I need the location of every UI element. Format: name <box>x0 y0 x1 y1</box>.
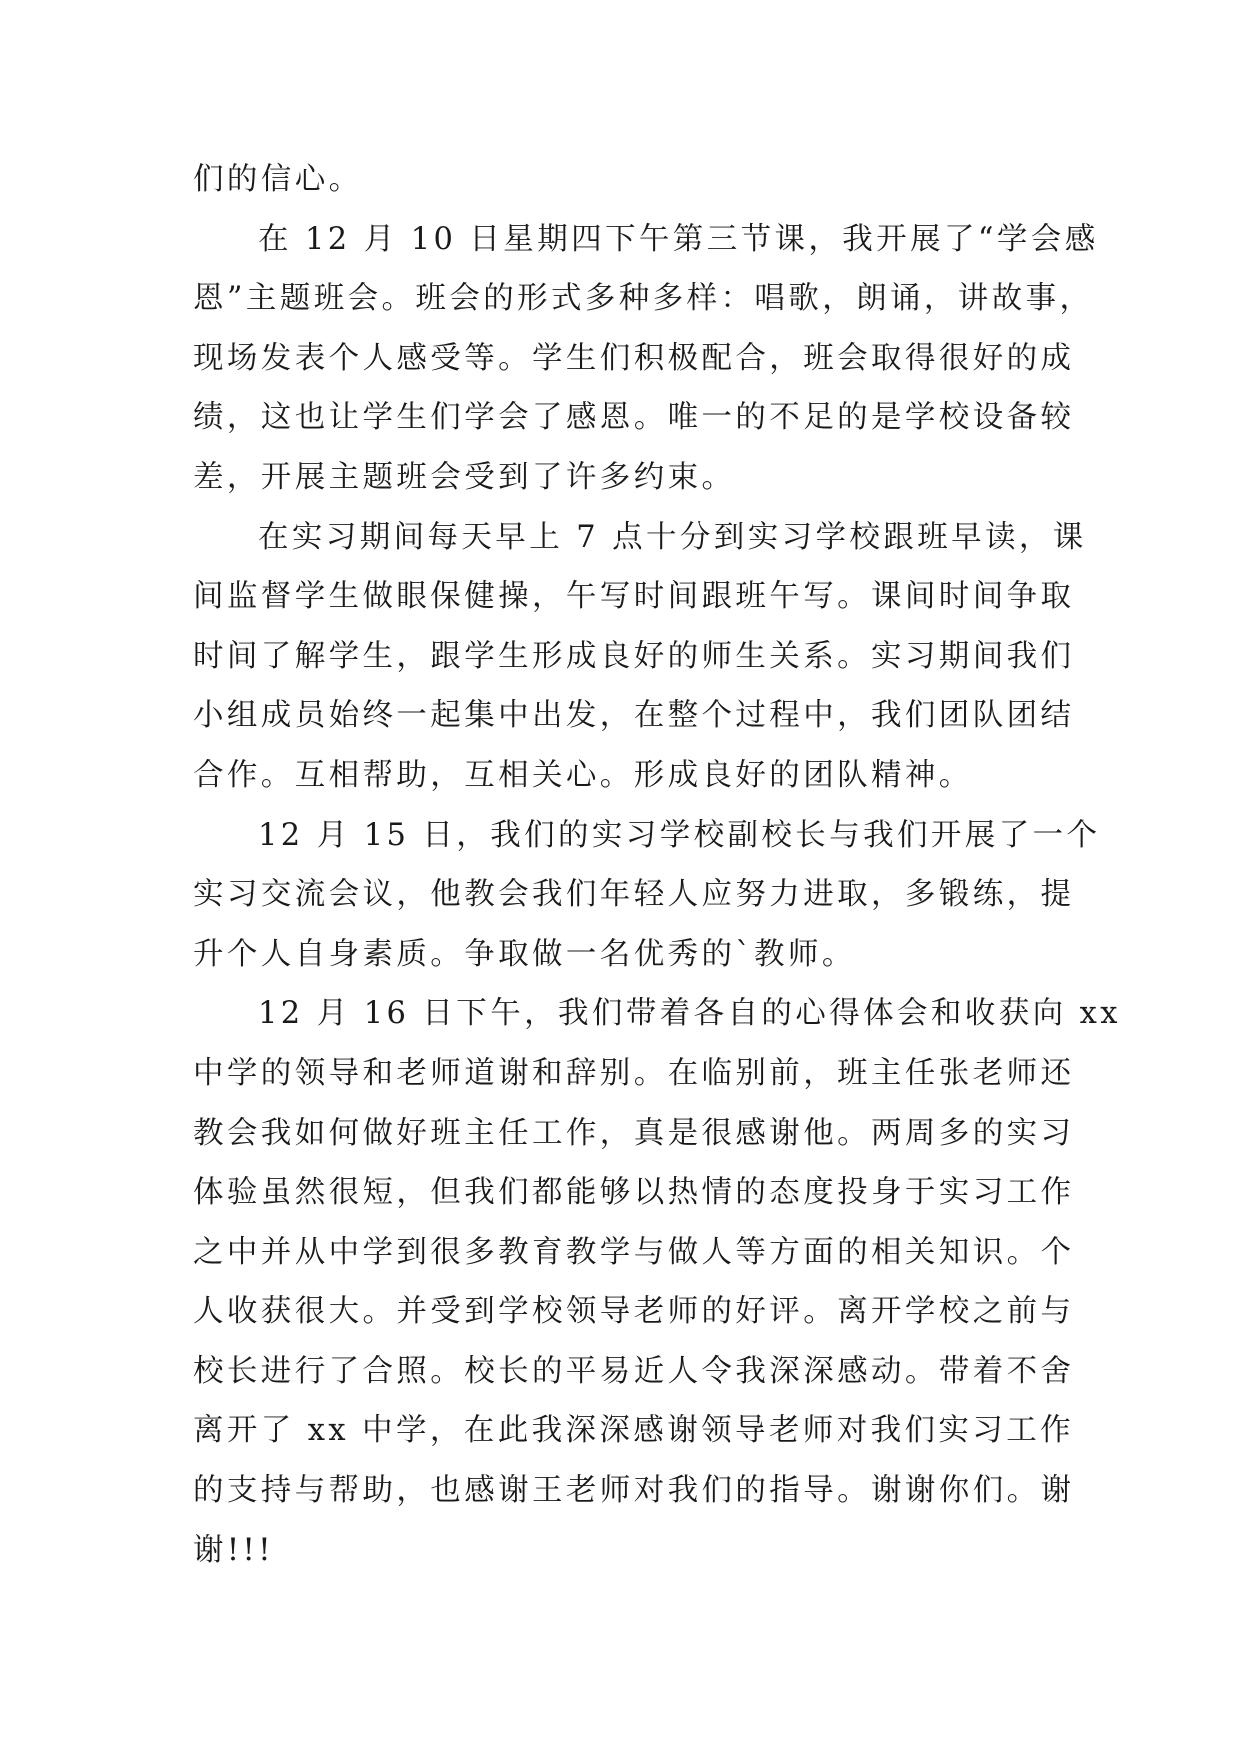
text-line: 在实习期间每天早上 7 点十分到实习学校跟班早读，课 <box>258 519 1087 555</box>
text-line: 之中并从中学到很多教育教学与做人等方面的相关知识。个 <box>193 1234 1075 1270</box>
text-line: 间监督学生做眼保健操，午写时间跟班午写。课间时间争取 <box>193 579 1075 615</box>
text-line: 小组成员始终一起集中出发，在整个过程中，我们团队团结 <box>193 698 1075 734</box>
text-line: 时间了解学生，跟学生形成良好的师生关系。实习期间我们 <box>193 638 1075 674</box>
text-line: 的支持与帮助，也感谢王老师对我们的指导。谢谢你们。谢 <box>193 1473 1075 1509</box>
text-line: 12 月 16 日下午，我们带着各自的心得体会和收获向 xx <box>258 996 1121 1032</box>
text-line: 升个人自身素质。争取做一名优秀的`教师。 <box>193 936 856 972</box>
paragraph-3 <box>193 508 1087 806</box>
text-line: 在 12 月 10 日星期四下午第三节课，我开展了“学会感 <box>258 221 1099 257</box>
text-line: 中学的领导和老师道谢和辞别。在临别前，班主任张老师还 <box>193 1055 1075 1091</box>
text-line: 谢!!! <box>193 1532 274 1568</box>
text-line: 教会我如何做好班主任工作，真是很感谢他。两周多的实习 <box>193 1115 1075 1151</box>
text-line: 绩，这也让学生们学会了感恩。唯一的不足的是学校设备较 <box>193 400 1075 436</box>
paragraph-4 <box>193 806 1101 985</box>
text-line: 合作。互相帮助，互相关心。形成良好的团队精神。 <box>193 757 973 793</box>
text-line: 实习交流会议，他教会我们年轻人应努力进取，多锻练，提 <box>193 877 1075 913</box>
text-line: 离开了 xx 中学，在此我深深感谢领导老师对我们实习工作 <box>193 1413 1074 1449</box>
document-body <box>193 150 1121 1580</box>
paragraph-2 <box>193 210 1099 508</box>
text-line: 恩”主题班会。班会的形式多种多样：唱歌，朗诵，讲故事， <box>193 281 1094 317</box>
text-line: 12 月 15 日，我们的实习学校副校长与我们开展了一个 <box>258 817 1101 853</box>
text-line: 现场发表个人感受等。学生们积极配合，班会取得很好的成 <box>193 340 1075 376</box>
text-line: 人收获很大。并受到学校领导老师的好评。离开学校之前与 <box>193 1294 1075 1330</box>
text-line: 体验虽然很短，但我们都能够以热情的态度投身于实习工作 <box>193 1175 1075 1211</box>
text-line: 校长进行了合照。校长的平易近人令我深深感动。带着不舍 <box>193 1353 1075 1389</box>
paragraph-1 <box>193 150 1055 210</box>
text-line: 们的信心。 <box>193 162 363 197</box>
text-line: 差，开展主题班会受到了许多约束。 <box>193 459 736 495</box>
paragraph-5 <box>193 984 1121 1580</box>
